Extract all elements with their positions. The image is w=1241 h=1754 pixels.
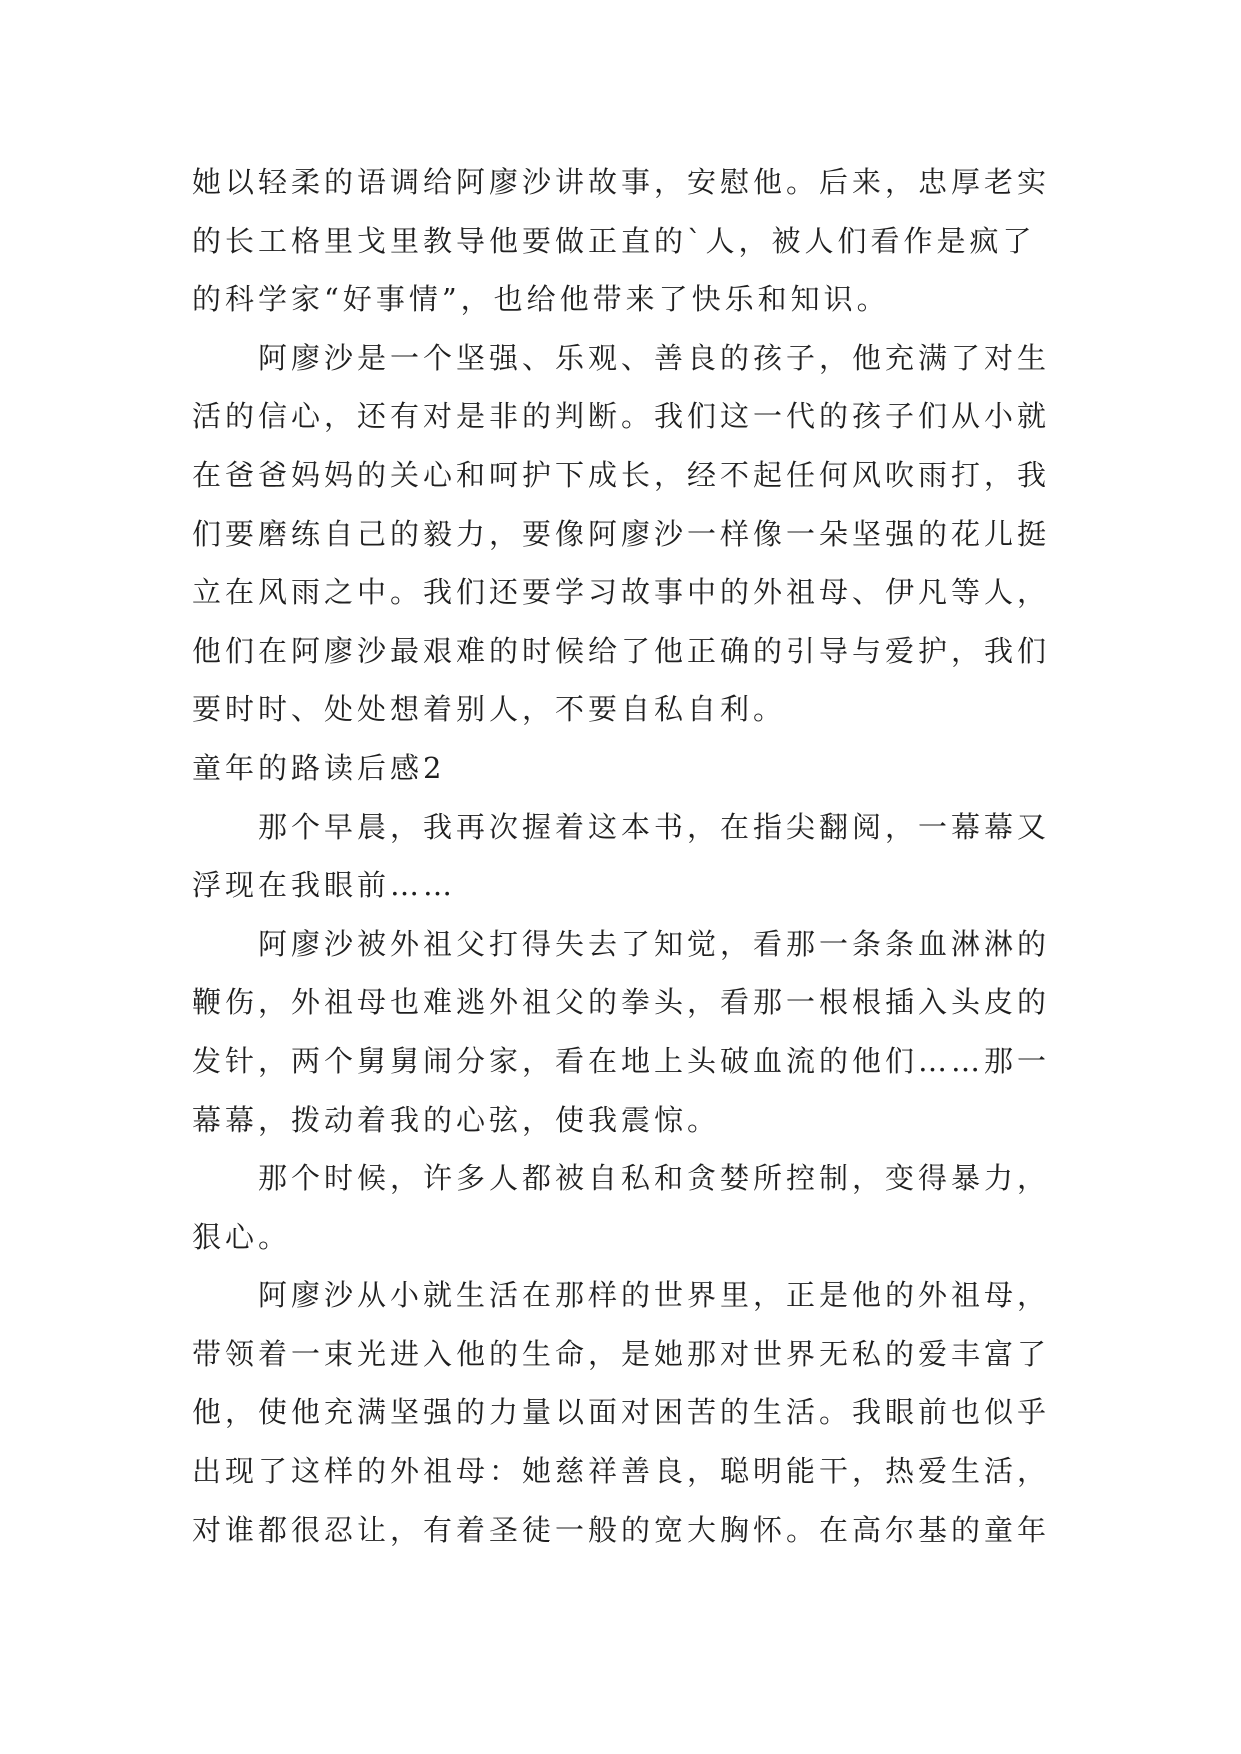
text-line: 鞭伤，外祖母也难逃外祖父的拳头，看那一根根插入头皮的	[192, 985, 1051, 1020]
text-line: 的长工格里戈里教导他要做正直的`人，被人们看作是疯了	[192, 223, 1036, 258]
paragraph	[192, 153, 1092, 329]
text-line: 幕幕，拨动着我的心弦，使我震惊。	[192, 1102, 721, 1137]
text-line: 立在风雨之中。我们还要学习故事中的外祖母、伊凡等人，	[192, 575, 1051, 610]
text-line: 那个时候，许多人都被自私和贪婪所控制，变得暴力，	[258, 1161, 1051, 1196]
section-title: 童年的路读后感2	[192, 750, 446, 785]
text-line: 在爸爸妈妈的关心和呵护下成长，经不起任何风吹雨打，我	[192, 457, 1051, 492]
paragraph	[192, 915, 1092, 1149]
paragraph	[192, 1149, 1092, 1266]
text-line: 狠心。	[192, 1219, 292, 1254]
paragraph	[192, 798, 1092, 915]
text-line: 他，使他充满坚强的力量以面对困苦的生活。我眼前也似乎	[192, 1395, 1051, 1430]
text-line: 发针，两个舅舅闹分家，看在地上头破血流的他们……那一	[192, 1043, 1051, 1078]
text-line: 要时时、处处想着别人，不要自私自利。	[192, 692, 787, 727]
text-line: 阿廖沙被外祖父打得失去了知觉，看那一条条血淋淋的	[258, 926, 1051, 961]
text-line: 那个早晨，我再次握着这本书，在指尖翻阅，一幕幕又	[258, 809, 1051, 844]
text-line: 活的信心，还有对是非的判断。我们这一代的孩子们从小就	[192, 399, 1051, 434]
text-line: 阿廖沙从小就生活在那样的世界里，正是他的外祖母，	[258, 1278, 1051, 1313]
paragraph	[192, 329, 1092, 739]
text-line: 她以轻柔的语调给阿廖沙讲故事，安慰他。后来，忠厚老实	[192, 165, 1051, 199]
text-line: 带领着一束光进入他的生命，是她那对世界无私的爱丰富了	[192, 1336, 1051, 1371]
document-body	[192, 153, 1092, 1559]
text-line: 的科学家“好事情”，也给他带来了快乐和知识。	[192, 282, 890, 317]
text-line: 出现了这样的外祖母：她慈祥善良，聪明能干，热爱生活，	[192, 1454, 1051, 1489]
text-line: 们要磨练自己的毅力，要像阿廖沙一样像一朵坚强的花儿挺	[192, 516, 1051, 551]
paragraph	[192, 1266, 1092, 1559]
text-line: 对谁都很忍让，有着圣徒一般的宽大胸怀。在高尔基的童年	[192, 1512, 1051, 1547]
text-line: 浮现在我眼前……	[192, 868, 457, 903]
text-line: 阿廖沙是一个坚强、乐观、善良的孩子，他充满了对生	[258, 340, 1051, 375]
text-line: 他们在阿廖沙最艰难的时候给了他正确的引导与爱护，我们	[192, 633, 1051, 668]
